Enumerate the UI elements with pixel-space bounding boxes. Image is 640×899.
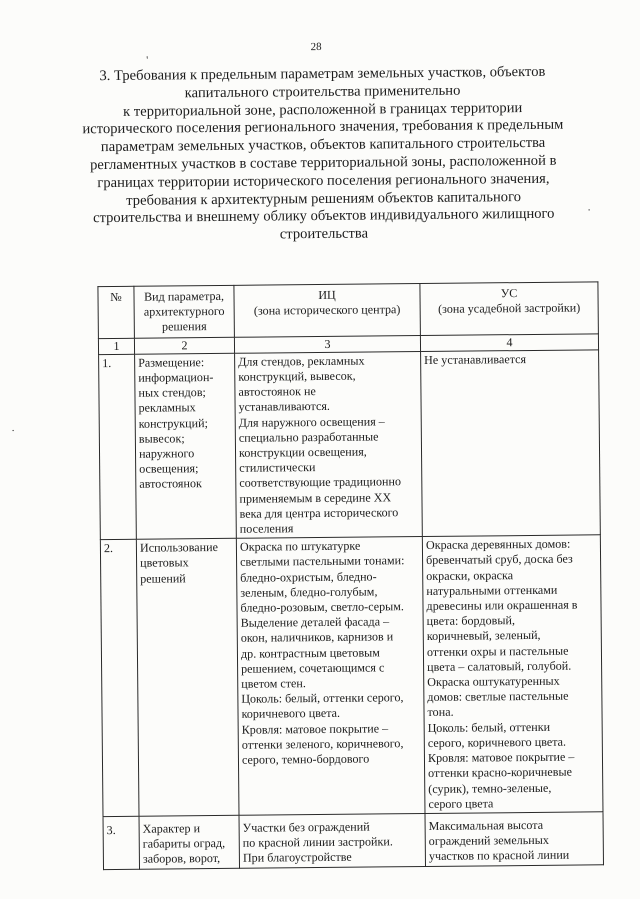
heading-line: требования к архитектурным решениям объектов капитального	[126, 188, 522, 209]
table-row	[100, 535, 603, 816]
cell-line: серого, темно-бордового	[241, 751, 370, 767]
cell-line: Не устанавливается	[424, 351, 527, 367]
cell-line: участков по красной линии	[428, 847, 570, 864]
cell-line: оттенки красно-коричневые	[428, 764, 572, 781]
cell-line: цвета – салатовый, голубой.	[427, 658, 572, 674]
table-row	[103, 812, 603, 869]
row-us-requirement	[422, 535, 603, 813]
heading-line: исторического поселения регионального значения, требования к предельным	[82, 117, 564, 138]
heading-line: строительства	[279, 225, 369, 243]
cell-line: стилистически	[239, 460, 316, 476]
cell-line: коричневого цвета.	[241, 706, 341, 722]
cell-line: Характер и	[142, 821, 201, 836]
scan-speck-mark: '	[146, 54, 149, 67]
table-row	[99, 350, 601, 540]
row-parameter	[135, 353, 237, 539]
cell-line: решений	[140, 570, 186, 586]
row-us-requirement	[425, 812, 603, 866]
cell-line: тона.	[427, 705, 454, 720]
cell-line: Окраска оштукатуренных	[427, 673, 560, 690]
cell-line: специально разработанные	[238, 429, 379, 445]
row-us-requirement	[421, 350, 601, 537]
cell-line: конструкций, вывесок,	[238, 368, 356, 384]
row-number: 1.	[99, 354, 137, 540]
cell-line: бледно-охристым, бледно-	[240, 569, 377, 585]
row-ic-requirement	[236, 537, 425, 815]
row-number: 3.	[103, 816, 140, 869]
cell-line: При благоустройстве	[242, 850, 352, 866]
cell-line: окраски, окраска	[426, 567, 514, 583]
cell-line: наружного	[138, 446, 195, 461]
page-number: 28	[310, 40, 322, 54]
cell-line: Максимальная высота	[428, 817, 544, 833]
cell-line: домов: светлые пастельные	[427, 688, 569, 705]
header-us	[420, 282, 598, 335]
cell-line: автостоянок не	[238, 384, 316, 399]
heading-line: границах территории исторического поселения регионального значения,	[97, 170, 550, 191]
table-header-row	[98, 282, 598, 338]
cell-line: Кровля: матовое покрытие –	[427, 749, 575, 766]
cell-line: Кровля: матовое покрытие –	[241, 721, 389, 737]
cell-line: натуральными оттенками	[426, 582, 558, 598]
cell-line: зеленым, бледно-голубым,	[240, 584, 378, 600]
cell-line: информацион-	[138, 370, 214, 385]
cell-line: окон, наличников, карнизов и	[240, 629, 394, 646]
cell-line: коричневый, зеленый,	[426, 628, 541, 644]
cell-line: решением, сочетающимся с	[241, 660, 385, 676]
cell-line: Для наружного освещения –	[238, 414, 385, 430]
scan-speck-mark: .	[587, 201, 591, 214]
header-parameter	[134, 285, 234, 338]
cell-line: конструкций;	[138, 415, 208, 431]
cell-line: Окраска деревянных домов:	[425, 536, 571, 553]
cell-line: Для стендов, рекламных	[238, 353, 365, 369]
header-us-description: (зона усадебной застройки)	[438, 300, 581, 317]
cell-line: цвета: бордовый,	[426, 613, 516, 629]
cell-line: габариты оград,	[142, 836, 226, 851]
row-parameter	[136, 539, 239, 817]
cell-line: Цоколь: белый, оттенки серого,	[241, 690, 404, 707]
cell-line: освещения;	[139, 461, 199, 476]
cell-line: (сурик), темно-зеленые,	[428, 780, 552, 796]
cell-line: бревенчатый сруб, доска без	[425, 552, 573, 568]
column-index: 1	[98, 338, 134, 355]
cell-line: светлыми пастельными тонами:	[240, 553, 405, 570]
column-index: 3	[234, 335, 420, 353]
cell-line: бледно-розовым, светло-серым.	[240, 599, 404, 615]
cell-line: Цоколь: белый, оттенки	[427, 719, 551, 735]
header-us-code: УС	[500, 286, 518, 301]
header-parameter-line: решения	[161, 319, 207, 334]
cell-line: серого, коричневого цвета.	[427, 734, 567, 750]
cell-line: применяемым в середине XX	[239, 489, 392, 506]
cell-line: поселения	[239, 521, 294, 536]
cell-line: оттенки зеленого, коричневого,	[241, 736, 404, 752]
cell-line: ных стендов;	[138, 385, 206, 400]
section-heading	[62, 63, 584, 246]
cell-line: вывесок;	[138, 431, 185, 446]
header-parameter-line: архитектурного	[143, 304, 225, 319]
cell-line: серого цвета	[428, 796, 494, 811]
cell-line: др. контрастным цветовым	[240, 645, 380, 661]
heading-line: к территориальной зоне, расположенной в границах территории	[123, 99, 523, 120]
cell-line: Окраска по штукатурке	[239, 538, 361, 555]
cell-line: соответствующие традиционно	[239, 474, 402, 491]
cell-line: Использование	[139, 540, 218, 555]
cell-line: ограждений земельных	[428, 832, 549, 849]
header-ic-code: ИЦ	[318, 287, 336, 303]
cell-line: оттенки охры и пастельные	[426, 643, 569, 659]
row-ic-requirement	[239, 813, 425, 867]
cell-line: цветовых	[140, 555, 189, 571]
heading-line: регламентных участков в составе территориальной зоны, расположенной в	[89, 152, 557, 174]
header-number-text: №	[110, 289, 122, 305]
heading-line: параметрам земельных участков, объектов капитального строительства	[100, 135, 546, 156]
cell-line: века для центра исторического	[239, 505, 399, 521]
cell-line: Размещение:	[138, 354, 205, 370]
cell-line: древесины или окрашенная в	[426, 597, 578, 614]
requirements-table	[97, 281, 604, 869]
heading-line: капитального строительства применительно	[184, 82, 461, 102]
row-ic-requirement	[235, 351, 423, 538]
row-number: 2.	[100, 540, 139, 817]
cell-line: цветом стен.	[241, 676, 306, 691]
header-parameter-line: Вид параметра,	[144, 288, 225, 304]
column-index: 4	[420, 333, 598, 351]
cell-line: устанавливаются.	[238, 399, 330, 415]
header-number	[98, 286, 134, 338]
column-index: 2	[134, 337, 234, 354]
row-parameter	[139, 815, 240, 869]
heading-line: строительства и внешнему облику объектов индивидуального жилищного	[92, 206, 555, 227]
cell-line: по красной линии застройки.	[242, 834, 393, 850]
cell-line: автостоянок	[139, 476, 202, 492]
scan-speck-mark: .	[11, 421, 15, 434]
header-ic-description: (зона исторического центра)	[253, 302, 401, 318]
header-ic	[234, 284, 420, 337]
cell-line: Выделение деталей фасада –	[240, 614, 390, 631]
heading-line: 3. Требования к предельным параметрам земельных участков, объектов	[99, 63, 546, 85]
cell-line: рекламных	[138, 400, 196, 416]
cell-line: заборов, ворот,	[142, 851, 221, 867]
cell-line: Участки без ограждений	[242, 819, 370, 835]
cell-line: конструкции освещения,	[238, 444, 367, 460]
